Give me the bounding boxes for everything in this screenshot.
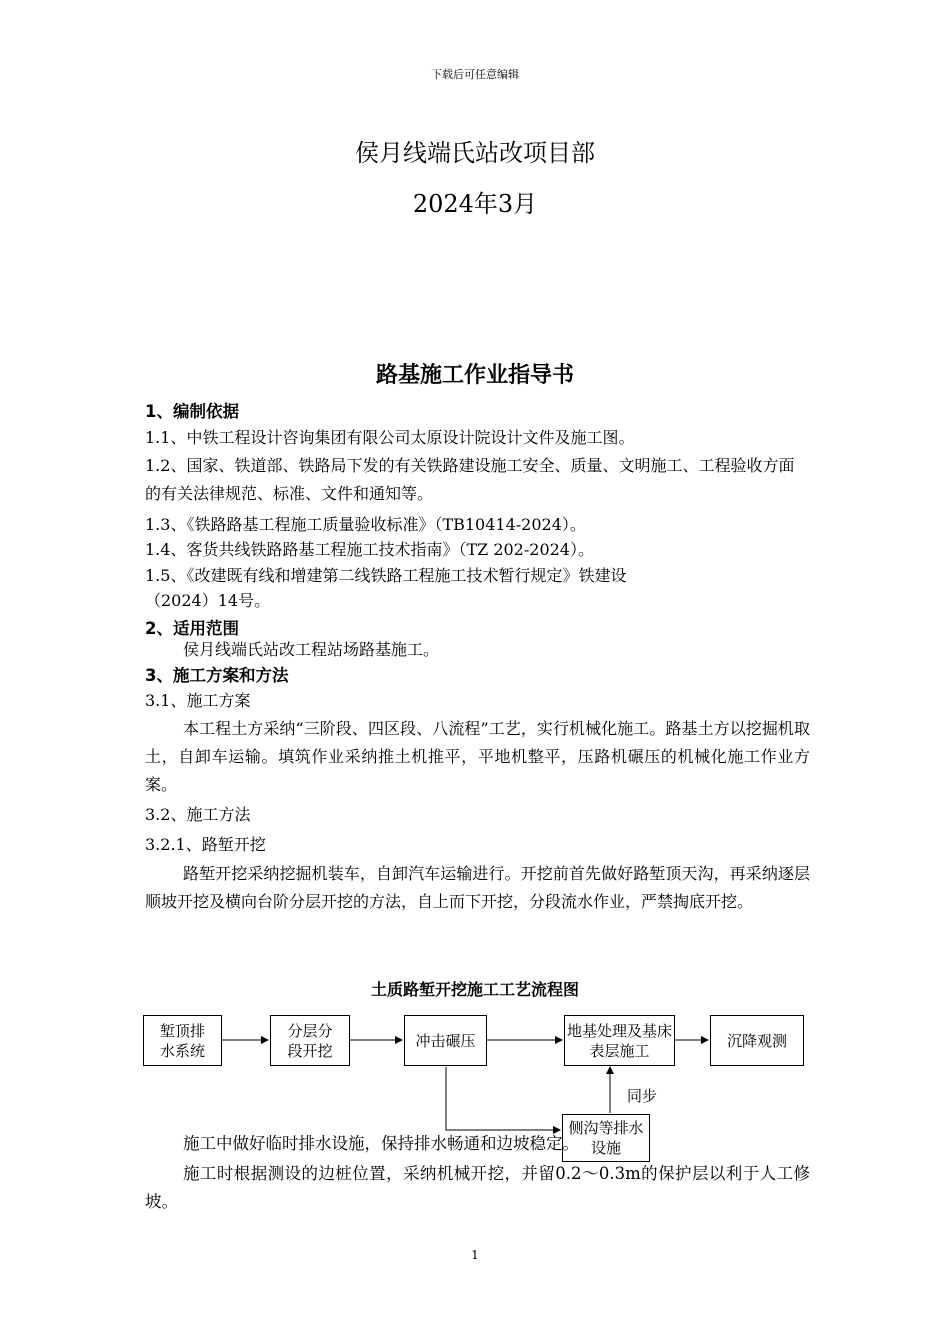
flow-box-settlement-observation: 沉降观测 <box>710 1015 804 1066</box>
flow-sync-label: 同步 <box>627 1087 658 1105</box>
page-number: 1 <box>471 1248 479 1262</box>
flow-box-layered-excavation: 分层分段开挖 <box>270 1015 350 1066</box>
section-3-heading: 3、施工方案和方法 <box>145 666 289 685</box>
section-3-2-heading: 3.2、施工方法 <box>145 805 251 824</box>
section-1-heading: 1、编制依据 <box>145 402 239 421</box>
cover-org: 侯月线端氏站改项目部 <box>355 139 595 167</box>
section-3-1-text: 本工程土方采纳“三阶段、四区段、八流程”工艺，实行机械化施工。路基土方以挖掘机取土，自卸车运输。填筑作业采纳推土机推平，平地机整平，压路机碾压的机械化施工作业方案。 <box>145 719 810 794</box>
document-title: 路基施工作业指导书 <box>375 363 574 388</box>
section-1-5-line2: （2024）14号。 <box>145 591 271 610</box>
flow-box-side-ditch: 侧沟等排水设施 <box>562 1114 650 1162</box>
section-2-heading: 2、适用范围 <box>145 619 239 638</box>
flow-box-top-drainage: 堑顶排水系统 <box>143 1015 222 1066</box>
cover-date: 2024年3月 <box>412 190 538 218</box>
flow-box-impact-rolling: 冲击碾压 <box>404 1015 487 1066</box>
flowchart-title: 土质路堑开挖施工工艺流程图 <box>370 980 579 999</box>
section-2-text: 侯月线端氏站改工程站场路基施工。 <box>183 640 440 659</box>
after-text-1: 施工中做好临时排水设施，保持排水畅通和边坡稳定。 <box>183 1134 579 1153</box>
section-1-4: 1.4、客货共线铁路路基工程施工技术指南》（TZ 202-2024）。 <box>145 540 594 559</box>
section-1-3: 1.3、《铁路路基工程施工质量验收标准》（TB10414-2024）。 <box>145 515 586 534</box>
section-1-5-line1: 1.5、《改建既有线和增建第二线铁路工程施工技术暂行规定》铁建设 <box>145 566 627 585</box>
section-3-2-1-heading: 3.2.1、路堑开挖 <box>145 835 266 854</box>
section-3-1-heading: 3.1、施工方案 <box>145 691 251 710</box>
flow-box-foundation-treatment: 地基处理及基床表层施工 <box>564 1015 675 1066</box>
header-note: 下载后可任意编辑 <box>431 68 519 81</box>
section-3-2-1-text: 路堑开挖采纳挖掘机装车，自卸汽车运输进行。开挖前首先做好路堑顶天沟，再采纳逐层顺坡开挖及横向台阶分层开挖的方法，自上而下开挖，分段流水作业，严禁掏底开挖。 <box>145 864 810 911</box>
after-text-2: 施工时根据测设的边桩位置，采纳机械开挖，并留0.2～0.3m的保护层以利于人工修坡。 <box>145 1164 810 1211</box>
section-1-2: 1.2、国家、铁道部、铁路局下发的有关铁路建设施工安全、质量、文明施工、工程验收方面的有关法律规范、标准、文件和通知等。 <box>145 456 795 503</box>
section-1-1: 1.1、中铁工程设计咨询集团有限公司太原设计院设计文件及施工图。 <box>145 428 635 447</box>
